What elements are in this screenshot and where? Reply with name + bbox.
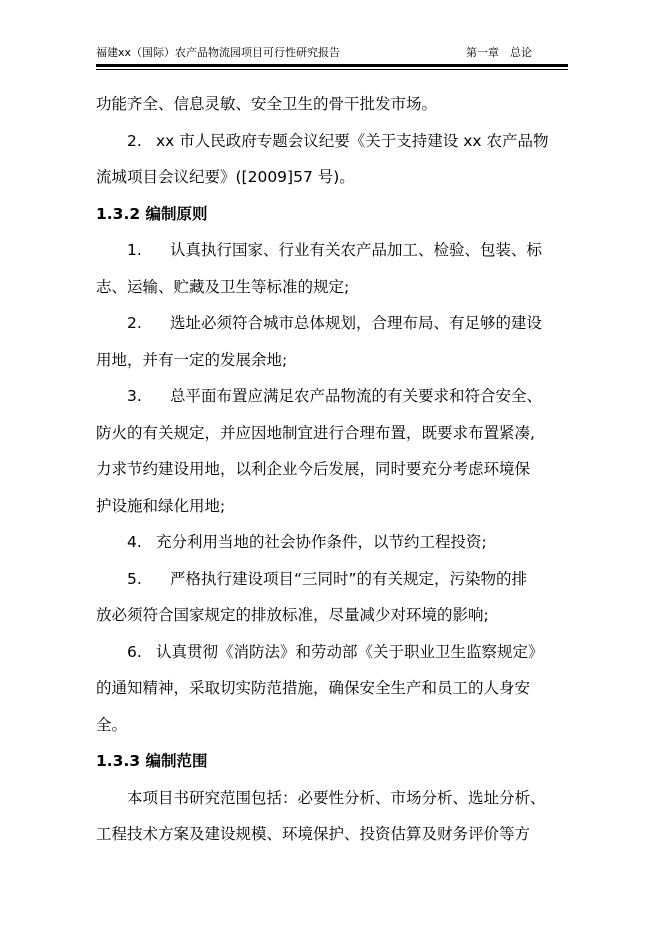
item-number: 4.	[127, 533, 142, 551]
header-rule-thin	[96, 69, 568, 70]
item-number: 2.	[127, 131, 142, 150]
body-line: 功能齐全、信息灵敏、安全卫生的骨干批发市场。	[96, 95, 438, 113]
list-item: 4. 充分利用当地的社会协作条件，以节约工程投资;	[96, 524, 572, 561]
section-heading: 1.3.2 编制原则	[96, 204, 208, 223]
item-number: 6.	[127, 642, 142, 661]
list-item: 6. 认真贯彻《消防法》和劳动部《关于职业卫生监察规定》	[96, 634, 572, 671]
document-body	[96, 86, 572, 853]
header-chapter: 第一章 总论	[466, 46, 532, 59]
body-line: 护设施和绿化用地;	[96, 496, 226, 515]
list-item: 1. 认真执行国家、行业有关农产品加工、检验、包装、标	[96, 232, 572, 269]
body-line: 全。	[96, 715, 128, 734]
body-line: 用地，并有一定的发展余地;	[96, 350, 288, 369]
body-line: 放必须符合国家规定的排放标准，尽量减少对环境的影响;	[96, 606, 489, 624]
item-number: 2.	[127, 314, 142, 332]
list-item: 2. 选址必须符合城市总体规划，合理布局、有足够的建设	[96, 305, 572, 342]
section-heading: 1.3.3 编制范围	[96, 752, 208, 770]
body-line: 流城项目会议纪要》([2009]57 号)。	[96, 168, 355, 186]
body-line: 本项目书研究范围包括：必要性分析、市场分析、选址分析、	[127, 788, 546, 807]
item-number: 5.	[127, 569, 142, 588]
header-rule-thick	[96, 64, 568, 67]
body-line: 志、运输、贮藏及卫生等标准的规定;	[96, 277, 350, 296]
body-line: 工程技术方案及建设规模、环境保护、投资估算及财务评价等方	[96, 825, 531, 843]
body-line: 防火的有关规定，并应因地制宜进行合理布置，既要求布置紧凑,	[96, 423, 535, 442]
list-item: 2. xx 市人民政府专题会议纪要《关于支持建设 xx 农产品物	[96, 123, 572, 160]
list-item: 5. 严格执行建设项目“三同时”的有关规定，污染物的排	[96, 561, 572, 598]
body-line: 力求节约建设用地，以利企业今后发展，同时要充分考虑环境保	[96, 460, 531, 478]
item-number: 1.	[127, 241, 142, 259]
list-item: 3. 总平面布置应满足农产品物流的有关要求和符合安全、	[96, 378, 572, 415]
page-header	[96, 44, 568, 64]
body-line: 的通知精神，采取切实防范措施，确保安全生产和员工的人身安	[96, 679, 531, 697]
item-number: 3.	[127, 387, 142, 405]
header-title: 福建xx（国际）农产品物流园项目可行性研究报告	[96, 46, 341, 59]
